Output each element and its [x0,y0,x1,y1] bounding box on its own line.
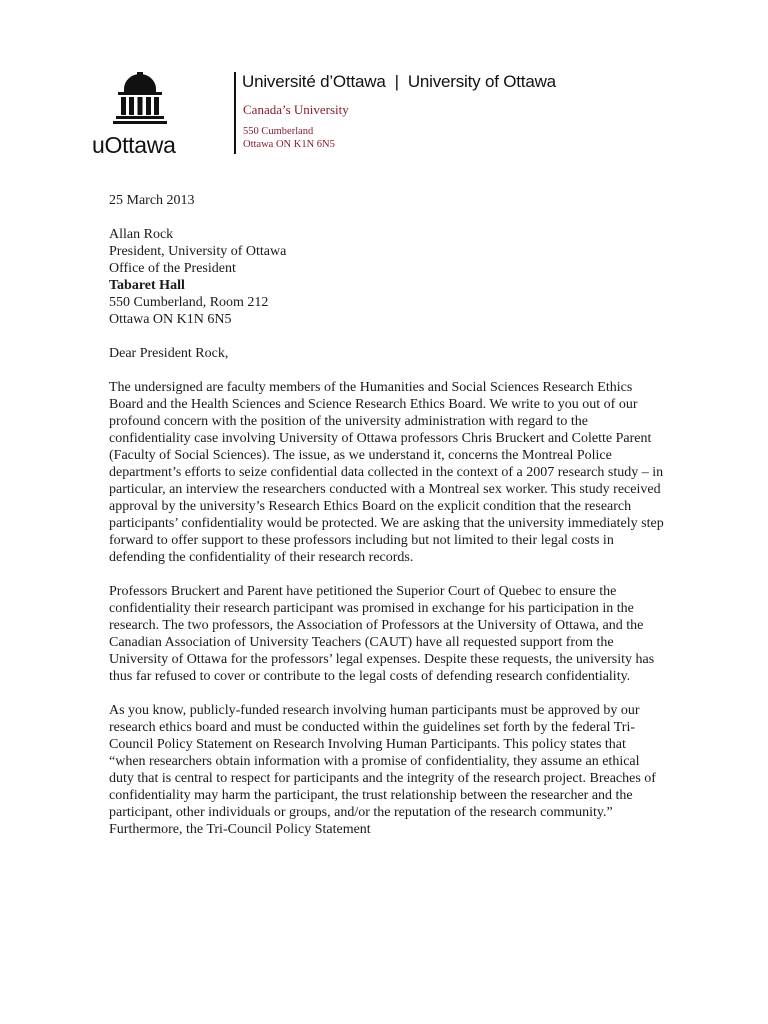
letter-date: 25 March 2013 [109,193,195,208]
recipient-street: 550 Cumberland, Room 212 [109,295,269,310]
paragraph-3: As you know, publicly-funded research involving human participants must be approved by our research ethics board and must be conducted within the guidelines set forth by the federal Tri-Council Policy Statement on Research Involving Human Participants. This policy states that “when researchers obtain information with a promise of confidentiality, they assume an ethical duty that is central to respect for participants and the integrity of the research project. Breaches of confidentiality may harm the participant, the trust relationship between the researcher and the participant, other individuals or groups, and/or the reputation of the research community.” Furthermore, the Tri-Council Policy Statement [109,703,656,837]
letterhead-address [243,125,335,151]
letterhead-divider [234,72,236,154]
university-building-icon [110,72,170,128]
tagline: Canada’s University [243,102,349,117]
recipient-office: Office of the President [109,261,236,276]
university-name-fr: Université d’Ottawa [242,72,386,91]
university-names [242,72,556,92]
paragraph-1: The undersigned are faculty members of the Humanities and Social Sciences Research Ethics Board and the Health Sciences and Science Research Ethics Board. We write to you out of our profound concern with the position of the university administration with regard to the confidentiality case involving University of Ottawa professors Chris Bruckert and Colette Parent (Faculty of Social Sciences). The issue, as we understand it, concerns the Montreal Police department’s efforts to seize confidential data collected in the context of a 2007 research study – in particular, an interview the researchers conducted with a Montreal sex worker. This study received approval by the university’s Research Ethics Board on the explicit condition that the research participants’ confidentiality would be protected. We are asking that the university immediately step forward to offer support to these professors including but not limited to their legal costs in defending the confidentiality of their research records. [109,380,664,565]
recipient-title: President, University of Ottawa [109,244,287,259]
recipient-city: Ottawa ON K1N 6N5 [109,312,232,327]
logo-wordmark: uOttawa [92,132,176,158]
recipient-name: Allan Rock [109,227,174,242]
letter-body [109,192,665,855]
university-name-en: University of Ottawa [407,72,556,91]
address-line-1: 550 Cumberland [243,126,314,137]
recipient-block [109,226,665,328]
university-logo [92,72,192,160]
salutation: Dear President Rock, [109,346,229,361]
address-line-2: Ottawa ON K1N 6N5 [243,139,335,150]
recipient-building: Tabaret Hall [109,278,185,293]
letterhead [0,0,768,160]
name-separator: | [394,72,399,91]
paragraph-2: Professors Bruckert and Parent have petitioned the Superior Court of Quebec to ensure the confidentiality their research participant was promised in exchange for his participation in the research. The two professors, the Association of Professors at the University of Ottawa, and the Canadian Association of University Teachers (CAUT) have all requested support from the University of Ottawa for the professors’ legal expenses. Despite these requests, the university has thus far refused to cover or contribute to the legal costs of defending research confidentiality. [109,584,655,684]
